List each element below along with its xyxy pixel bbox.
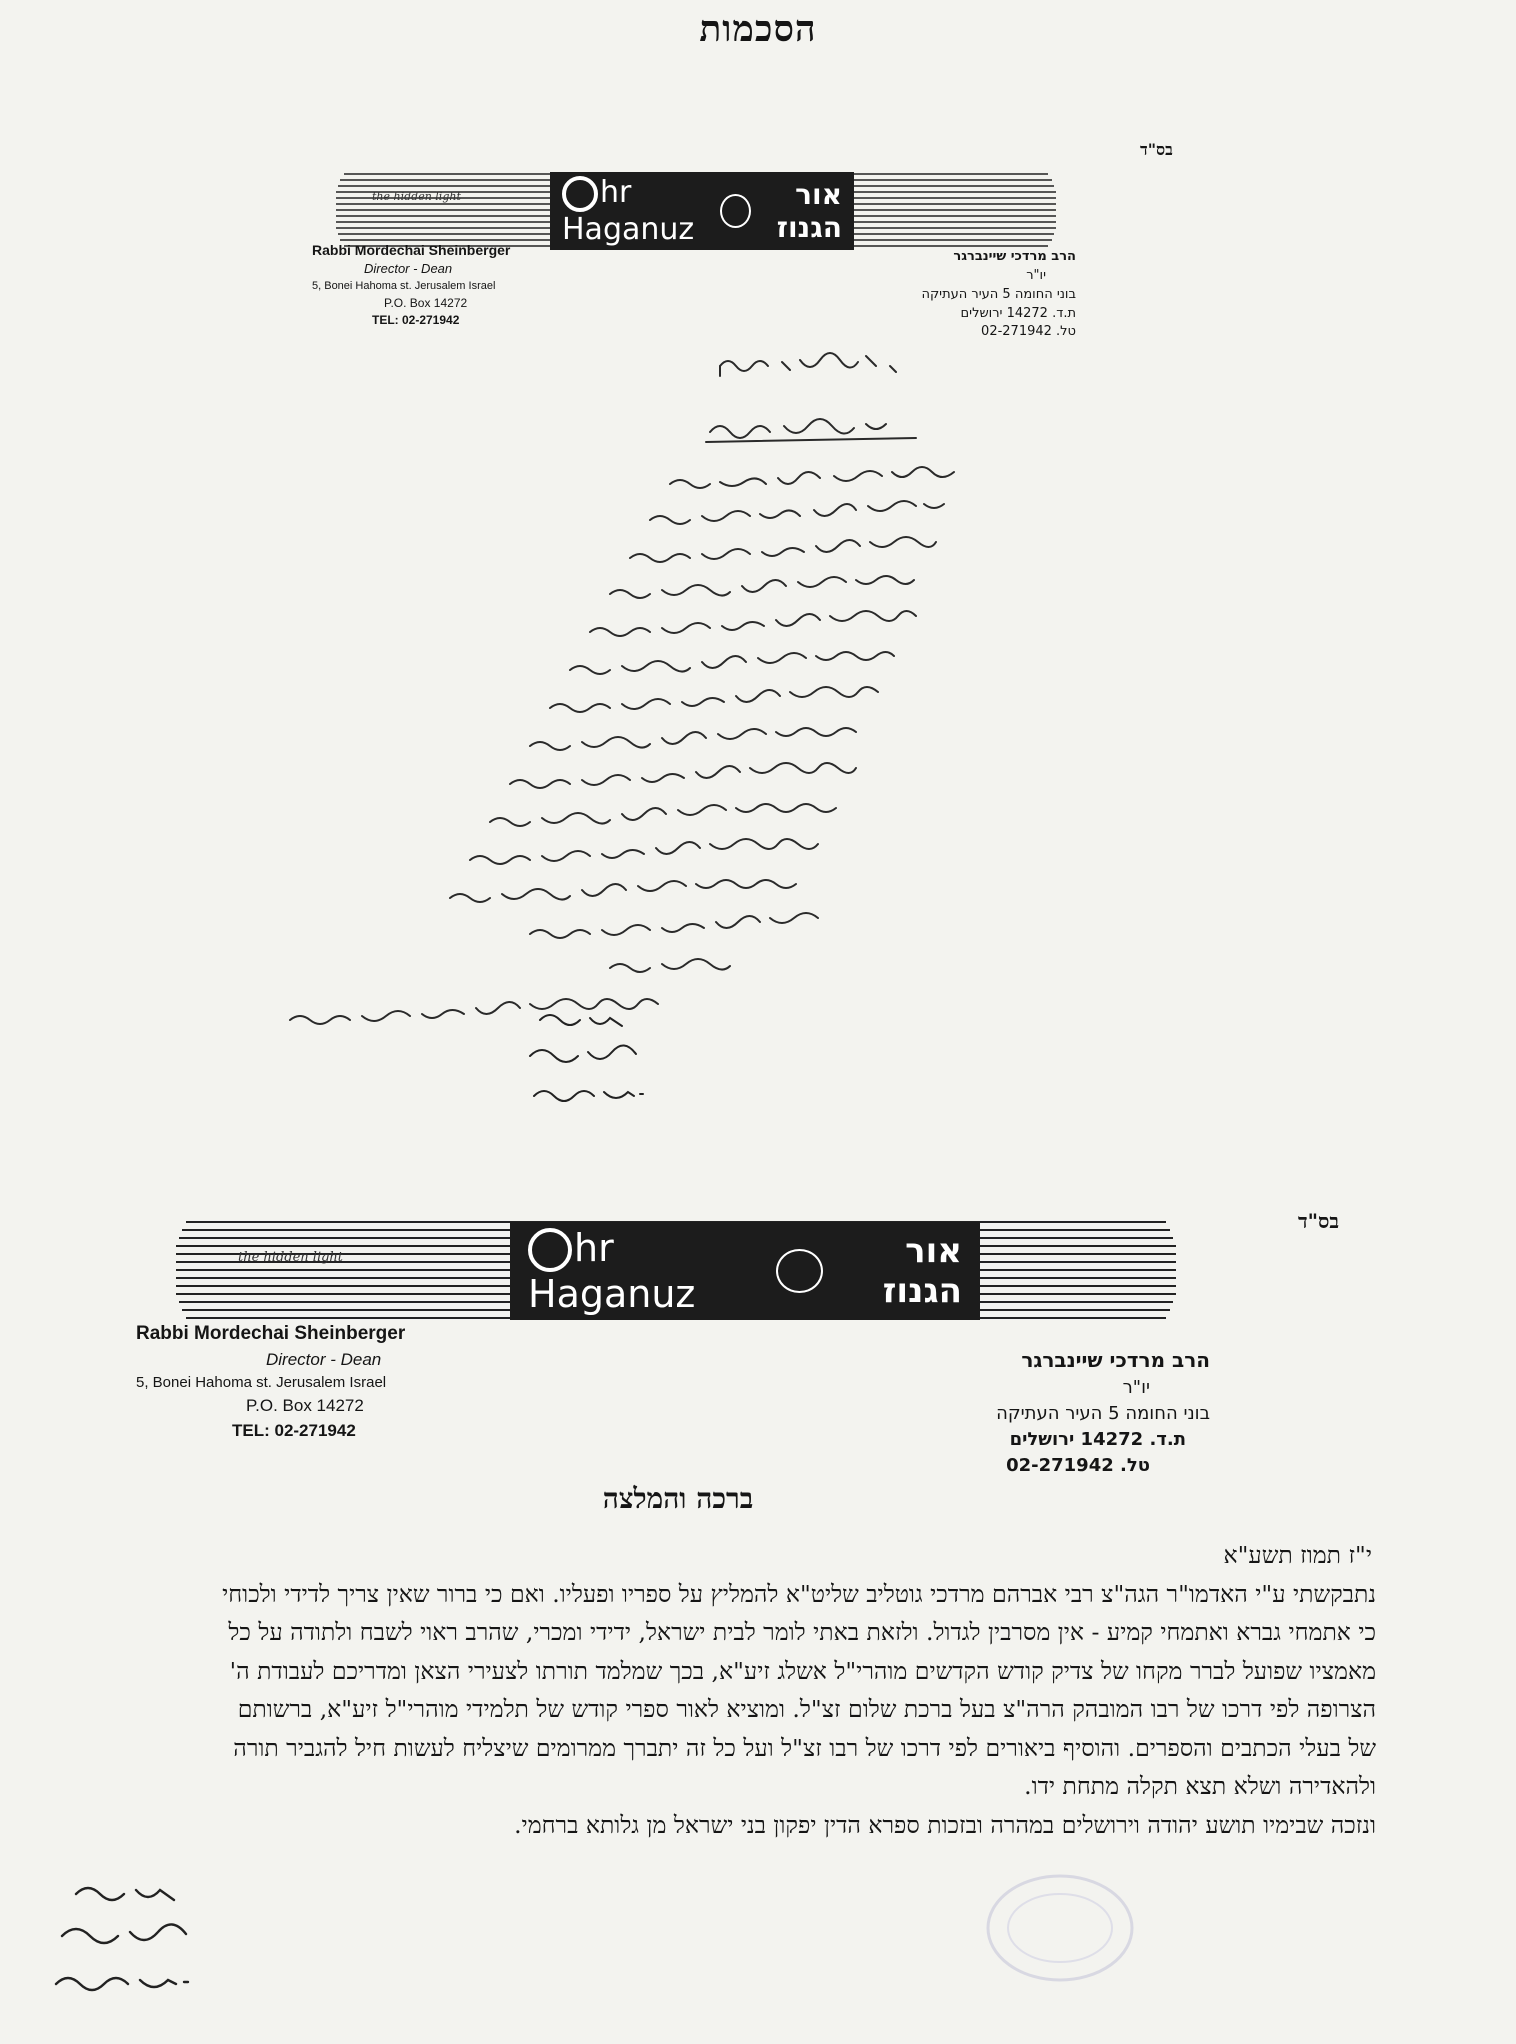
street-hebrew: בוני החומה 5 העיר העתיקה [921,286,1076,302]
letter-title: ברכה והמלצה [602,1482,754,1515]
letter-body [24,1536,1376,1844]
letter-line: מאמציו שפועל לברר מקחו של צדיק קודש הקדשים מוהרי"ל אשלג זיע"א, בכך שמלמד תורתו לצעירי הצאן ומדריכם לעבודת ה' [229,1656,1376,1685]
logo-tagline-2: the hidden light [238,1250,344,1265]
letterhead-band-2 [176,1212,1176,1330]
ohr-haganuz-logo-2 [510,1222,980,1320]
pobox-english-2: P.O. Box 14272 [246,1395,364,1415]
hebrew-address-block [921,248,1076,342]
rabbi-role-english-2: Director - Dean [266,1349,382,1369]
english-address-block-2 [136,1320,405,1443]
letter-line: נתבקשתי ע"י האדמו"ר הגה"צ רבי אברהם מרדכי גוטליב שליט"א להמליץ על ספריו ופעליו. ואם כי ברור שאין צריך לדידי ולכוחי [222,1579,1376,1608]
logo-hebrew: אור הגנוז [776,178,842,244]
seal-icon [720,194,751,228]
pobox-hebrew-2: ת.ד. 14272 ירושלים [1009,1429,1186,1451]
rabbi-role-hebrew-2: יו"ר [1122,1377,1150,1398]
seal-icon-2 [776,1249,823,1293]
logo-english-2: hr Haganuz [528,1225,696,1317]
tel-english-2: TEL: 02-271942 [232,1420,356,1440]
logo-o-icon [562,176,598,212]
rabbi-role-hebrew: יו"ר [1026,267,1046,283]
rabbi-name-english-2: Rabbi Mordechai Sheinberger [136,1323,406,1344]
english-address-block [312,240,510,330]
ohr-haganuz-logo [550,172,854,250]
tel-english: TEL: 02-271942 [372,313,460,328]
rabbi-role-english: Director - Dean [364,261,453,277]
faint-stamp-icon [980,1868,1140,1988]
hebrew-address-block-2 [996,1346,1210,1479]
tel-hebrew: טל. 02-271942 [981,324,1076,340]
pobox-hebrew: ת.ד. 14272 ירושלים [960,305,1076,321]
letter-line: ולהאדירה ושלא תצא תקלה מתחת ידו. [1024,1772,1376,1800]
rabbi-name-hebrew: הרב מרדכי שיינברגר [953,249,1076,264]
letter-date: י"ז תמוז תשע"א [1223,1541,1372,1569]
handwritten-letter [250,330,1150,1110]
pobox-english: P.O. Box 14272 [384,296,468,311]
street-english: 5, Bonei Hahoma st. Jerusalem Israel [312,280,496,293]
logo-hebrew-2: אור הגנוז [882,1231,962,1311]
handwritten-signature-2 [40,1866,220,2016]
street-hebrew-2: בוני החומה 5 העיר העתיקה [996,1403,1210,1425]
logo-o-icon-2 [528,1228,572,1272]
tel-hebrew-2: טל. 02-271942 [1006,1455,1150,1477]
page-title: הסכמות [699,8,817,50]
letter-line: הצרופה לפי דרכו של רבו המובהק הרה"צ בעל ברכת שלום זצ"ל. ומוציא לאור ספרי קודש של תלמידי מוהרי"ל זיע"א, ברשותם [237,1695,1376,1723]
besiyata-dishmaya-mark: בס"ד [1140,140,1173,159]
rabbi-name-hebrew-2: הרב מרדכי שיינברגר [1021,1348,1210,1372]
besiyata-dishmaya-mark-2: בס"ד [1298,1209,1340,1233]
logo-tagline: the hidden light [372,190,461,203]
rabbi-name-english: Rabbi Mordechai Sheinberger [312,242,511,258]
logo-english: hr Haganuz [562,175,695,247]
letter-line: כי אתמחי גברא ואתמחי קמיע - אין מסרבין לגדול. ולזאת באתי לומר לבית ישראל, ידידי ומכרי, שהרב ראוי לשבח ולתודה על כל [228,1618,1376,1646]
street-english-2: 5, Bonei Hahoma st. Jerusalem Israel [136,1374,387,1392]
letter-line: ונזכה שבימיו תושע יהודה וירושלים במהרה ובזכות ספרא הדין יפקון בני ישראל מן גלותא ברחמי. [514,1810,1376,1839]
letter-line: של בעלי הכתבים והספרים. והוסיף ביאורים לפי דרכו של רבו זצ"ל ועל כל זה יתברך ממרומים שיצליח לעשות חיל להגביר תורה [233,1733,1376,1762]
handwritten-signature [520,1000,660,1130]
